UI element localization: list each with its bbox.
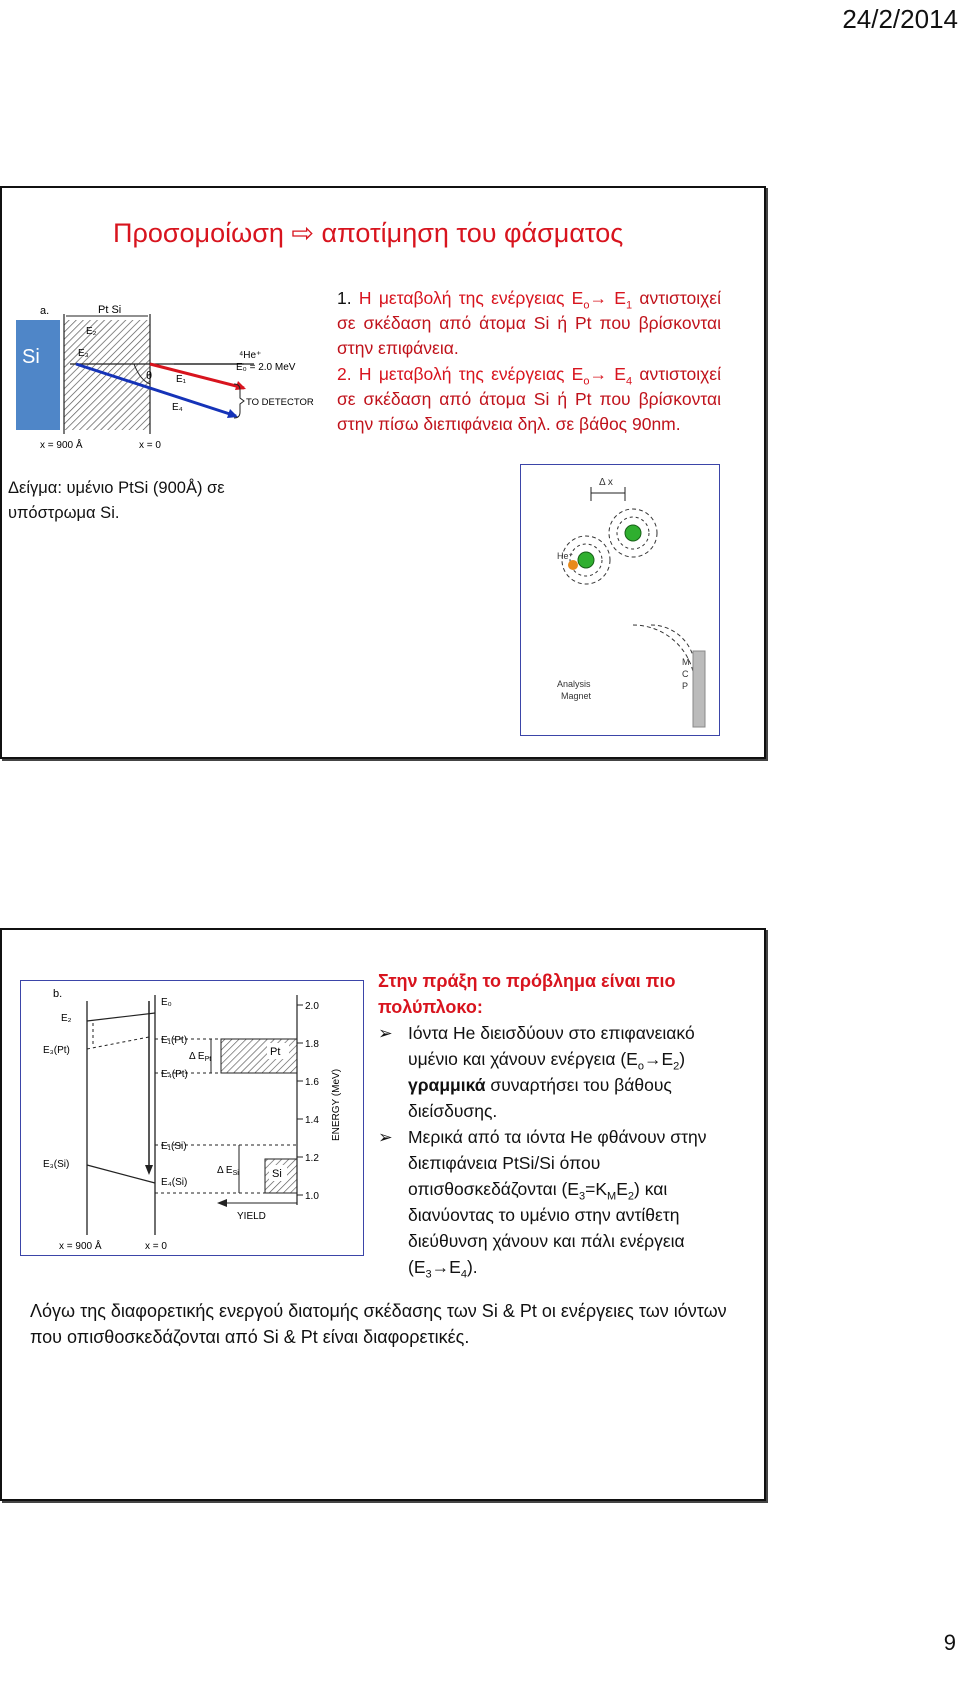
fig-b-tick-1-2: 1.2 — [305, 1153, 319, 1164]
fig-b-x900: x = 900 Å — [59, 1241, 102, 1252]
fig-b-delta-si-sub: Si — [232, 1170, 239, 1177]
bullet-2-eq: =K — [585, 1179, 608, 1199]
item-2-sub-o: o — [583, 375, 590, 388]
magnet-delta-x: Δ x — [599, 477, 613, 488]
fig-b-delta-pt-text: Δ E — [189, 1051, 205, 1062]
fig-a-x900: x = 900 Å — [40, 440, 83, 451]
fig-b-pt-label: Pt — [270, 1046, 281, 1058]
fig-b-energy-axis: ENERGY (MeV) — [331, 1068, 342, 1141]
fig-b-delta-pt — [189, 1051, 211, 1063]
bullet-2-rest: ) και διανύοντας το υμένιο στην αντίθετη διεύθυνση χάνουν και πάλι ενέργεια (E — [408, 1179, 685, 1277]
fig-b-tick-1-6: 1.6 — [305, 1077, 319, 1088]
fig-b-x0: x = 0 — [145, 1241, 167, 1252]
bullet-1 — [378, 1020, 748, 1124]
fig-a-e2: E₂ — [86, 326, 97, 337]
fig-a-to-detector: TO DETECTOR — [246, 397, 314, 408]
bullet-2-end: ). — [466, 1257, 478, 1277]
header-date: 24/2/2014 — [842, 4, 958, 34]
item-1-number: 1. — [337, 288, 352, 308]
fig-a-e1: E₁ — [176, 374, 187, 385]
item-2-arrow: → — [589, 364, 607, 384]
item-1-e: E — [606, 288, 626, 308]
magnet-magnet: Magnet — [561, 691, 592, 701]
item-1-arrow: → — [589, 288, 607, 308]
fig-b-tick-1-8: 1.8 — [305, 1039, 319, 1050]
fig-b-tick-2-0: 2.0 — [305, 1001, 319, 1012]
bullet-2-sub-4: 4 — [460, 1268, 467, 1281]
mcp-c: C — [682, 669, 689, 679]
bullet-1-sub-o: o — [637, 1060, 644, 1073]
fig-b-label: b. — [53, 988, 63, 1000]
bullet-2-sub-2: 2 — [627, 1190, 634, 1203]
bullet-arrow-icon: ➢ — [378, 1023, 393, 1043]
bullet-2 — [378, 1124, 748, 1280]
slide-2-footer: Λόγω της διαφορετικής ενεργού διατομής σκέδασης των Si & Pt οι ενέργειες των ιόντων που οπισθοσκεδάζονται από Si & Pt είναι διαφορετικές. — [30, 1301, 727, 1347]
bullet-2-sub-3: 3 — [578, 1190, 586, 1203]
bullet-1-bold: γραμμικά — [408, 1075, 486, 1095]
backscatter-geometry-figure — [14, 304, 324, 452]
fig-b-tick-1-4: 1.4 — [305, 1115, 319, 1126]
fig-b-e2: E₂ — [61, 1013, 72, 1024]
fig-a-he: ⁴He⁺ — [239, 350, 262, 361]
item-1-rest: αντιστοιχεί σε σκέδαση από άτομα Si ή Pt που βρίσκονται στην επιφάνεια. — [337, 288, 721, 358]
bullet-1-e: E — [661, 1049, 674, 1069]
fig-a-label: a. — [40, 305, 50, 317]
slide-2-bullets — [378, 1020, 748, 1280]
fig-b-e1si: E₁(Si) — [161, 1141, 187, 1152]
mcp-m: M — [682, 657, 690, 667]
bullet-1-arrow: → — [643, 1049, 662, 1069]
item-2-e: E — [606, 364, 626, 384]
fig-b-tick-1-0: 1.0 — [305, 1191, 319, 1202]
numbered-item-2 — [337, 362, 721, 437]
bullet-2-e2: E — [616, 1179, 628, 1199]
bullet-2-sub-m: M — [607, 1190, 617, 1203]
item-2-number: 2. — [337, 364, 352, 384]
figure-b-svg — [21, 981, 362, 1254]
bullet-1-rest: συναρτήσει του βάθους διείσδυσης. — [408, 1075, 672, 1121]
fig-a-x0: x = 0 — [139, 440, 161, 451]
mcp-p: P — [682, 681, 689, 691]
bullet-2-arrow: → — [431, 1257, 450, 1277]
bullet-1-close: ) — [679, 1049, 686, 1069]
bullet-2-e4: E — [449, 1257, 461, 1277]
magnet-analysis: Analysis — [557, 679, 591, 689]
bullet-1-text-a: Ιόντα He διεισδύουν στο επιφανειακό υμένιο και χάνουν ενέργεια (E — [408, 1023, 695, 1069]
fig-b-delta-si — [217, 1165, 239, 1177]
fig-b-e0: E₀ — [161, 997, 172, 1008]
magnet-figure-svg — [521, 465, 718, 734]
fig-b-e4pt: E₄(Pt) — [161, 1069, 188, 1080]
fig-b-delta-pt-sub: Pt — [204, 1056, 212, 1063]
numbered-item-1 — [337, 286, 721, 361]
analysis-magnet-figure — [520, 464, 720, 736]
fig-a-e3: E₃ — [78, 348, 89, 359]
item-2-text-a: Η μεταβολή της ενέργειας E — [358, 364, 584, 384]
slide-2-heading: Στην πράξη το πρόβλημα είναι πιο πολύπλοκο: — [378, 971, 676, 1017]
fig-b-yield: YIELD — [237, 1211, 266, 1222]
fig-b-e3pt: E₃(Pt) — [43, 1045, 70, 1056]
fig-a-e0: E₀ = 2.0 MeV — [236, 362, 296, 373]
page-number: 9 — [943, 1630, 956, 1655]
figure-a-svg — [14, 304, 324, 452]
bullet-2-text-a: Μερικά από τα ιόντα He φθάνουν στην διεπιφάνεια PtSi/Si όπου οπισθοσκεδάζονται (E — [408, 1127, 707, 1199]
slide-1-title: Προσομοίωση ⇨ αποτίμηση του φάσματος — [113, 218, 624, 248]
fig-a-theta: θ — [146, 370, 153, 382]
item-1-sub-target: 1 — [625, 299, 633, 312]
item-2-line — [358, 364, 633, 388]
energy-depth-figure — [20, 980, 364, 1256]
item-2-sub-target: 4 — [625, 375, 633, 388]
fig-b-delta-si-text: Δ E — [217, 1165, 233, 1176]
item-1-line — [358, 288, 633, 312]
sample-caption: Δείγμα: υμένιο PtSi (900Å) σε υπόστρωμα Si. — [8, 479, 225, 522]
fig-b-e4si: E₄(Si) — [161, 1177, 188, 1188]
fig-b-si-label: Si — [272, 1168, 282, 1180]
magnet-he: He⁺ — [557, 551, 574, 561]
fig-a-ptsi-label: Pt Si — [98, 304, 122, 316]
fig-b-e3si: E₃(Si) — [43, 1159, 70, 1170]
item-1-text-a: Η μεταβολή της ενέργειας E — [358, 288, 584, 308]
bullet-2-sub-3b: 3 — [425, 1268, 432, 1281]
fig-b-e1pt: E₁(Pt) — [161, 1035, 188, 1046]
item-1-sub-o: o — [583, 299, 590, 312]
bullet-1-sub-2: 2 — [673, 1060, 680, 1073]
fig-a-e4: E₄ — [172, 402, 183, 413]
si-substrate-label: Si — [22, 346, 40, 368]
item-2-rest: αντιστοιχεί σε σκέδαση από άτομα Si ή Pt που βρίσκονται στην πίσω διεπιφάνεια δηλ. σε βάθος 90nm. — [337, 364, 721, 434]
bullet-arrow-icon: ➢ — [378, 1127, 393, 1147]
